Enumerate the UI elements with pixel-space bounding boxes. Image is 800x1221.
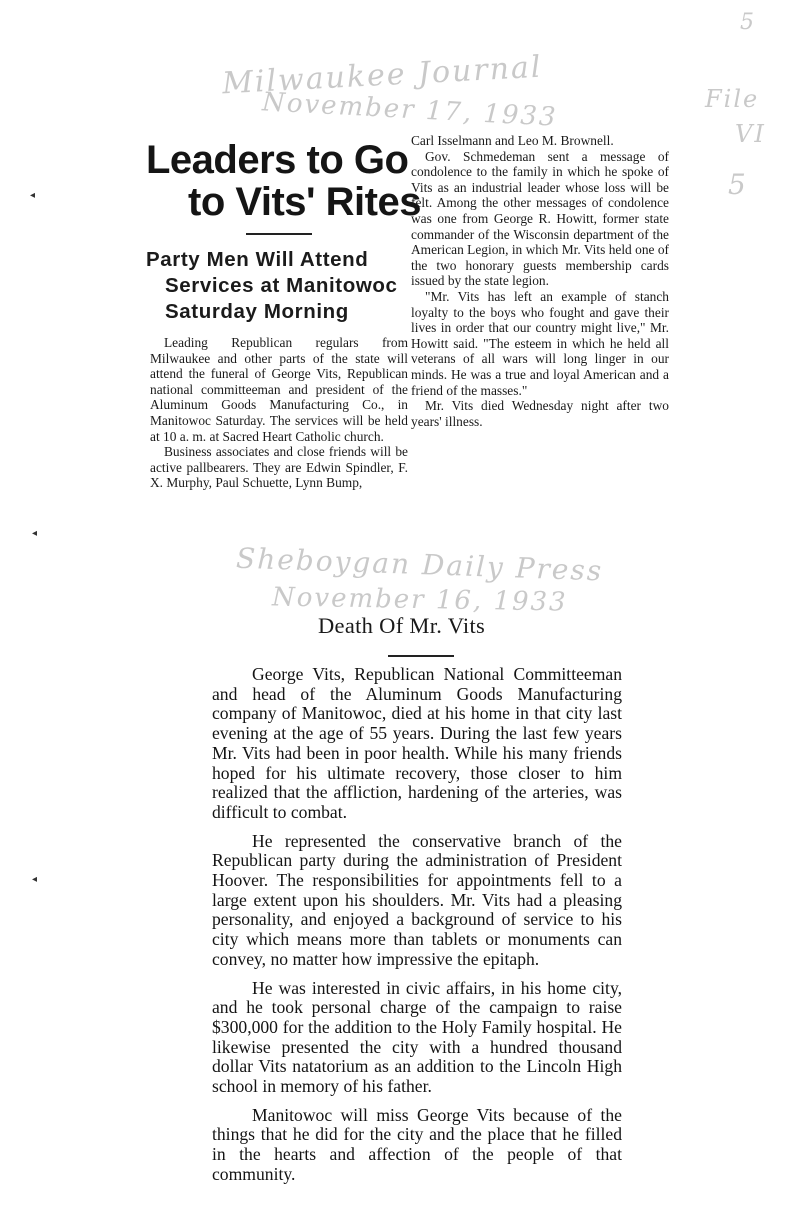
handwritten-source-note-2: Sheboygan Daily Press [235,541,604,588]
subheadline-line-2: Services at Manitowoc [165,274,398,297]
subheadline-line-3: Saturday Morning [165,300,349,323]
article-1-left-column [150,335,408,491]
margin-note-3: VI [735,120,766,148]
paragraph: Business associates and close friends will be active pallbearers. They are Edwin Spindler, F. X. Murphy, Paul Schuette, Lynn Bump, [150,444,408,491]
headline-line-2: to Vits' Rites [188,180,421,224]
margin-note-2: File [705,85,760,113]
handwritten-source-note: Milwaukee Journal [221,49,544,102]
margin-tick-mark: ◂ [32,528,38,539]
margin-note-1: 5 [740,10,756,35]
paragraph: Manitowoc will miss George Vits because of the things that he did for the city and the place that he filled in the hearts and affection of the people of that community. [212,1104,622,1184]
paragraph: "Mr. Vits has left an example of stanch loyalty to the boys who fought and gave their lives in order that our country might live," Mr. Howitt said. "The esteem in which he held all veterans of all wars will long linger in our minds. He was a true and loyal American and a friend of the masses." [411,288,669,398]
paragraph: He was interested in civic affairs, in his home city, and he took personal charge of the campaign to raise $300,000 for the addition to the Holy Family hospital. He likewise presented the city with a hundred thousand dollar Vits natatorium as an addition to the Lincoln High school in memory of his father. [212,977,622,1097]
headline-line-1: Leaders to Go [146,138,409,182]
subheadline-line-1: Party Men Will Attend [146,248,369,271]
paragraph: Mr. Vits died Wednesday night after two years' illness. [411,398,669,429]
margin-note-4: 5 [728,168,748,201]
headline-rule [246,233,312,235]
title-rule [388,655,454,657]
paragraph: He represented the conservative branch of the Republican party during the administration of President Hoover. The responsibilities for appointments fell to a large extent upon his shoulders. Mr. Vits had a pleasing personality, and enjoyed a background of service to his city which means more than tablets or monuments can convey, no matter how impressive the epitaph. [212,830,622,969]
handwritten-date-note: November 17, 1933 [261,87,559,133]
paragraph: George Vits, Republican National Committeeman and head of the Aluminum Goods Manufacturing company of Manitowoc, died at his home in that city last evening at the age of 55 years. During the last few years Mr. Vits had been in poor health. While his many friends hoped for his ultimate recovery, those closer to him realized that the affliction, hardening of the arteries, was difficult to combat. [212,664,622,822]
paragraph: Leading Republican regulars from Milwaukee and other parts of the state will attend the funeral of George Vits, Republican national committeeman and president of the Aluminum Goods Manufacturing Co., in Manitowoc Saturday. The services will be held at 10 a. m. at Sacred Heart Catholic church. [150,335,408,444]
paragraph: Gov. Schmedeman sent a message of condolence to the family in which he spoke of Vits as an industrial leader whose loss will be felt. Among the other messages of condolence was one from George R. Howitt, former state commander of the Wisconsin department of the American Legion, in which Mr. Vits held one of the two honorary guests membership cards issued by the state legion. [411,148,669,289]
margin-tick-mark: ◂ [30,190,36,201]
handwritten-date-note-2: November 16, 1933 [271,582,568,618]
paragraph-continuation: Carl Isselmann and Leo M. Brownell. [411,133,614,148]
article-2-title: Death Of Mr. Vits [318,613,486,638]
article-2-body [212,665,622,1185]
article-1-right-column [411,133,669,429]
margin-tick-mark: ◂ [32,874,38,885]
